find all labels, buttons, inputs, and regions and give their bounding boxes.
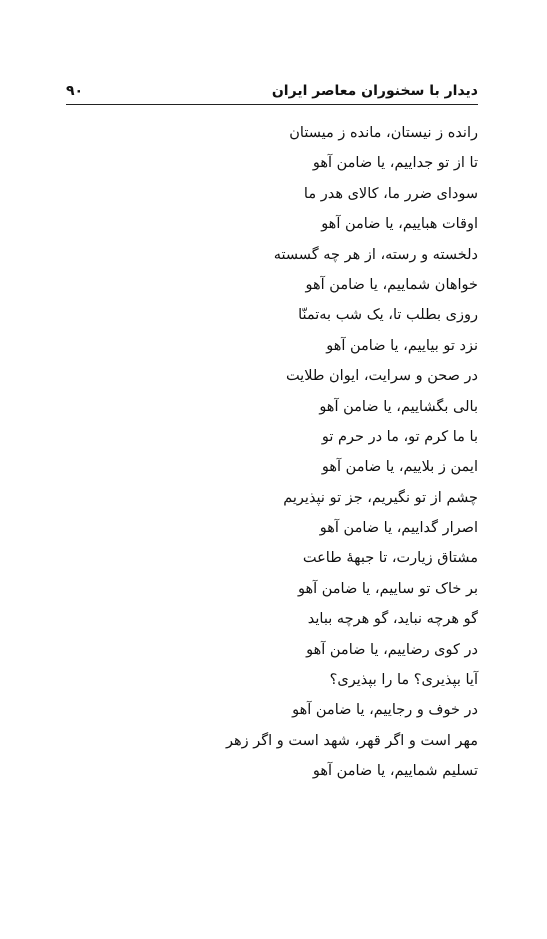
verse-line: تسلیم شماییم، یا ضامن آهو [312,763,478,780]
poem [138,118,478,787]
verse-line: دلخسته و رسته، از هر چه گسسته [273,246,478,263]
verse-line: مشتاق زیارت، تا جبههٔ طاعت [302,550,478,567]
verse-line: خواهان شماییم، یا ضامن آهو [305,276,478,293]
page-number: ۹۰ [66,83,84,99]
verse-line: ایمن ز بلاییم، یا ضامن آهو [321,459,478,476]
verse-line: آیا بپذیری؟ ما را بپذیری؟ [329,672,478,689]
header-divider [66,104,478,105]
verse-line: بر خاک تو ساییم، یا ضامن آهو [297,580,478,597]
verse-line: بالی بگشاییم، یا ضامن آهو [319,398,478,415]
verse-line: در خوف و رجاییم، یا ضامن آهو [292,702,478,719]
verse-line: مهر است و اگر قهر، شهد است و اگر زهر [225,732,478,749]
book-title: دیدار با سخنوران معاصر ایران [271,83,478,99]
verse-line: چشم از تو نگیریم، جز تو نپذیریم [283,489,478,506]
verse-line: سودای ضرر ما، کالای هدر ما [303,185,478,202]
verse-line: در صحن و سرایت، ایوان طلایت [285,368,478,385]
verse-line: اصرار گداییم، یا ضامن آهو [319,520,478,537]
verse-line: گو هرچه نباید، گو هرچه بباید [307,611,478,628]
verse-line: با ما کرم تو، ما در حرم تو [321,428,478,445]
verse-line: روزی بطلب تا، یک شب به‌تمنّا [298,307,478,324]
verse-line: اوقات هباییم، یا ضامن آهو [321,216,478,233]
verse-line: نزد تو بیاییم، یا ضامن آهو [326,337,478,354]
verse-line: در کوی رضاییم، یا ضامن آهو [306,641,478,658]
verse-line: تا از تو جداییم، یا ضامن آهو [312,155,478,172]
verse-line: رانده ز نیستان، مانده ز میستان [289,125,478,141]
running-head [66,80,478,104]
